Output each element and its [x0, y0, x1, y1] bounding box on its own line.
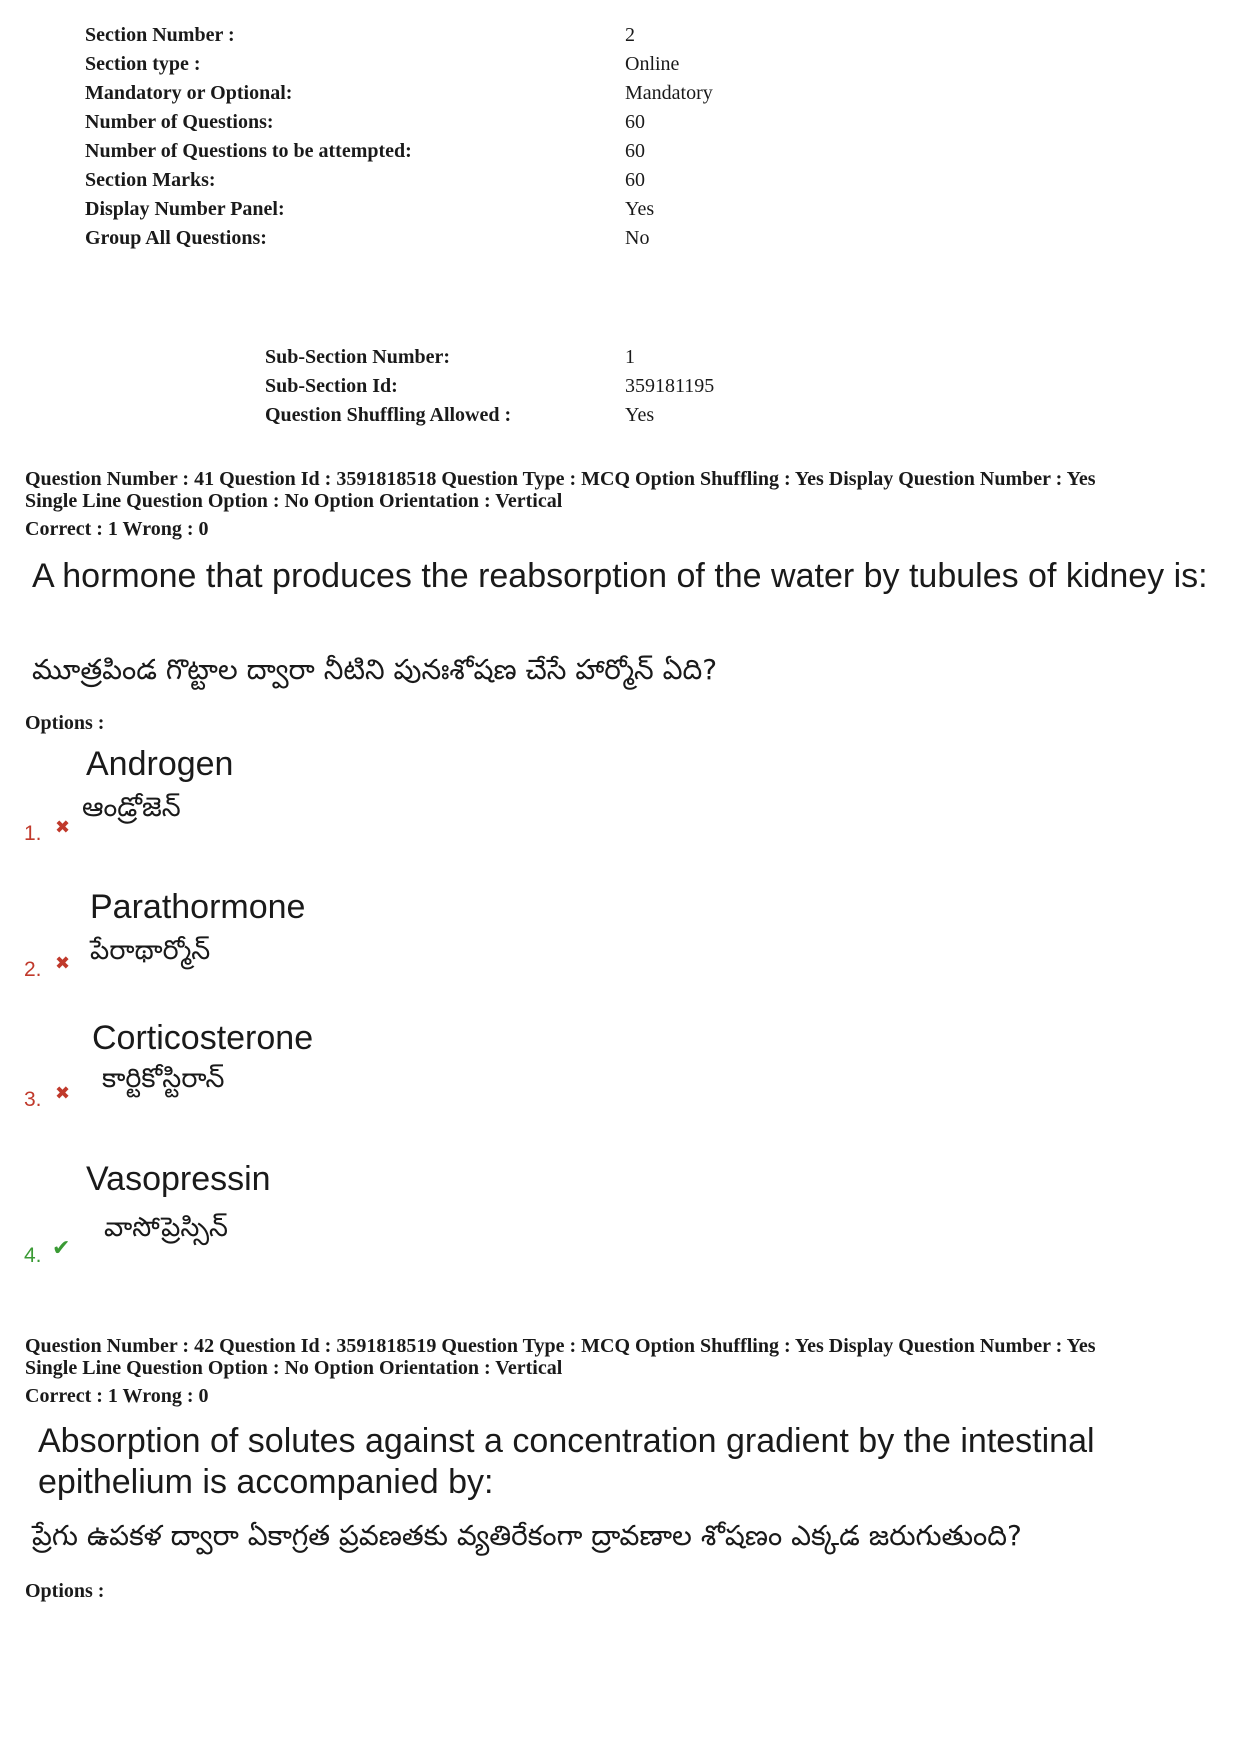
options-label: Options : — [25, 712, 105, 734]
group-questions-label: Group All Questions: — [85, 227, 267, 249]
subsection-id-label: Sub-Section Id: — [265, 375, 398, 397]
question-marks: Correct : 1 Wrong : 0 — [25, 518, 209, 540]
option-text-english: Parathormone — [90, 888, 306, 926]
question-text-english-line1: Absorption of solutes against a concentration gradient by the intestinal — [38, 1422, 1095, 1460]
option-number: 2. — [24, 958, 42, 981]
option-text-english: Corticosterone — [92, 1019, 314, 1057]
display-panel-value: Yes — [625, 198, 655, 220]
cross-icon: ✖ — [55, 817, 71, 838]
group-questions-value: No — [625, 227, 650, 249]
section-marks-label: Section Marks: — [85, 169, 216, 191]
section-marks-value: 60 — [625, 169, 645, 191]
cross-icon: ✖ — [55, 1083, 71, 1104]
section-type-label: Section type : — [85, 53, 201, 75]
question-text-english: A hormone that produces the reabsorption of the water by tubules of kidney is: — [32, 557, 1208, 595]
subsection-number-label: Sub-Section Number: — [265, 346, 451, 368]
section-number-value: 2 — [625, 24, 635, 46]
option-text-english: Vasopressin — [86, 1160, 271, 1198]
questions-attempted-label: Number of Questions to be attempted: — [85, 140, 412, 162]
questions-attempted-value: 60 — [625, 140, 645, 162]
question-text-english-line2: epithelium is accompanied by: — [38, 1463, 494, 1501]
question-text-telugu: ప్రేగు ఉపకళ ద్వారా ఏకాగ్రత ప్రవణతకు వ్యతిరేకంగా ద్రావణాల శోషణం ఎక్కడ జరుగుతుంది? — [32, 1519, 1022, 1552]
subsection-id-value: 359181195 — [625, 375, 715, 397]
option-number: 3. — [24, 1088, 42, 1111]
subsection-number-value: 1 — [625, 346, 635, 368]
question-shuffling-value: Yes — [625, 404, 655, 426]
question-meta-line1: Question Number : 41 Question Id : 3591818518 Question Type : MCQ Option Shuffling : Yes Display Question Number : Yes — [25, 468, 1096, 490]
question-meta-line1: Question Number : 42 Question Id : 3591818519 Question Type : MCQ Option Shuffling : Yes Display Question Number : Yes — [25, 1335, 1096, 1357]
question-shuffling-label: Question Shuffling Allowed : — [265, 404, 512, 426]
num-questions-label: Number of Questions: — [85, 111, 274, 133]
option-text-telugu: కార్టికోస్టిరాన్ — [102, 1063, 225, 1094]
check-icon: ✔ — [52, 1236, 71, 1261]
question-meta-line2: Single Line Question Option : No Option Orientation : Vertical — [25, 1357, 563, 1379]
display-panel-label: Display Number Panel: — [85, 198, 285, 220]
option-text-telugu: పేరాథార్మోన్ — [90, 935, 211, 966]
mandatory-value: Mandatory — [625, 82, 713, 104]
option-text-telugu: వాసోప్రెస్సిన్ — [104, 1212, 229, 1243]
question-meta-line2: Single Line Question Option : No Option Orientation : Vertical — [25, 490, 563, 512]
section-number-label: Section Number : — [85, 24, 235, 46]
option-number: 4. — [24, 1244, 42, 1267]
section-type-value: Online — [625, 53, 680, 75]
mandatory-label: Mandatory or Optional: — [85, 82, 293, 104]
cross-icon: ✖ — [55, 953, 71, 974]
question-text-telugu: మూత్రపిండ గొట్టాల ద్వారా నీటిని పునఃశోషణ చేసే హార్మోన్ ఏది? — [32, 653, 718, 686]
option-text-english: Androgen — [86, 745, 234, 783]
options-label: Options : — [25, 1580, 105, 1602]
num-questions-value: 60 — [625, 111, 645, 133]
question-marks: Correct : 1 Wrong : 0 — [25, 1385, 209, 1407]
option-text-telugu: ఆండ్రోజెన్ — [82, 792, 181, 823]
option-number: 1. — [24, 822, 42, 845]
